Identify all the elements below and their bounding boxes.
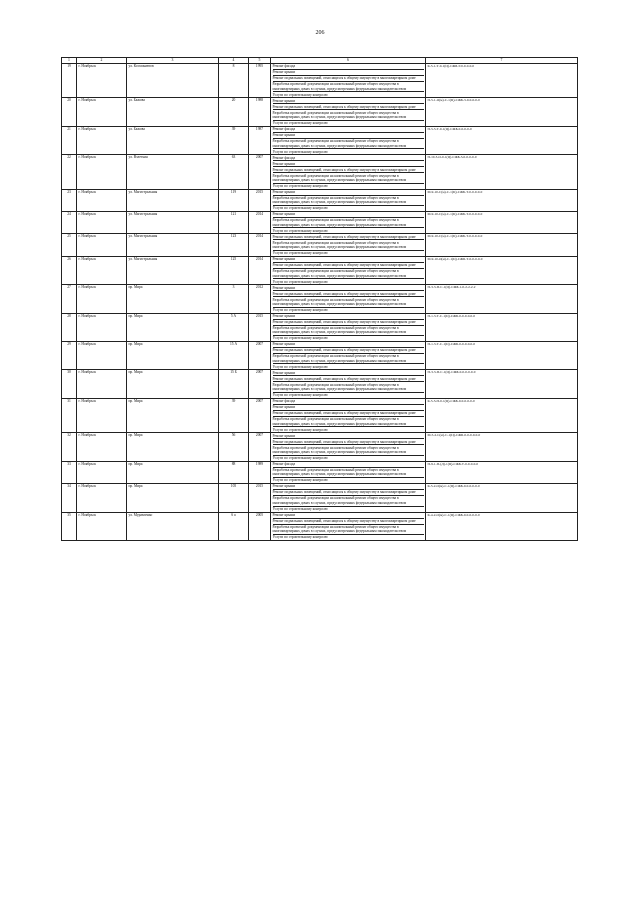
register-table: [61, 57, 578, 541]
year-cell: 2014: [249, 212, 271, 234]
street-cell: пр. Мира: [127, 370, 219, 398]
work-item: Услуги по строительному контролю: [272, 393, 328, 398]
work-item: Разработка проектной документации на капитальный ремонт общего имущества в многоквартирных домах в случаях, предусмотренных федеральным законодательством: [273, 196, 424, 206]
cipher-cell: П-5-5-Т-0-1(Ц)-СЖБ-0-0-0-0-0: [426, 126, 578, 154]
work-item: Разработка проектной документации на капитальный ремонт общего имущества в многоквартирных домах в случаях, предусмотренных федеральным законодательством: [273, 382, 424, 392]
works-cell: [271, 256, 426, 284]
cipher-cell: К-5-1-Т-0-1(Ц)-СЖБ-5/0-0-0-0-0: [426, 64, 578, 98]
work-item: Разработка проектной документации на капитальный ремонт общего имущества в многоквартирных домах в случаях, предусмотренных федеральным законодательством: [273, 218, 424, 228]
city-cell: г. Ноябрьск: [77, 484, 127, 512]
works-cell: [271, 285, 426, 313]
works-cell: [271, 234, 426, 256]
work-item: Разработка проектной документации на капитальный ремонт общего имущества в многоквартирных домах в случаях, предусмотренных федеральным законодательством: [273, 354, 424, 364]
street-cell: ул. Бажова: [127, 126, 219, 154]
work-item: Ремонт крыши: [273, 190, 424, 196]
table-body: [62, 64, 578, 541]
cipher-cell: П-1-3-Т-С-1(Ц)-СЖБ-0-0-0-0-0-0: [426, 342, 578, 370]
cipher-cell: М-5-2-С(м)-С-1(Ц)-СЖБ-0-0-0-0-0-0: [426, 433, 578, 461]
house-cell: 20: [219, 98, 249, 126]
work-item: Ремонт крыши: [273, 370, 424, 376]
city-cell: г. Ноябрьск: [77, 256, 127, 284]
house-cell: 63: [219, 155, 249, 189]
work-item: Услуги по строительному контролю: [272, 535, 328, 540]
street-cell: ул. Магистральная: [127, 234, 219, 256]
cipher-cell: П-9-1-П-(Д)-1(Ц)-СЖБ-Т-0-0-0-0-0: [426, 461, 578, 483]
house-cell: 125: [219, 256, 249, 284]
work-item: Разработка проектной документации на капитальный ремонт общего имущества в многоквартирных домах в случаях, предусмотренных федеральным законодательством: [273, 468, 424, 478]
page-number: 206: [315, 30, 325, 36]
city-cell: г. Ноябрьск: [77, 461, 127, 483]
row-number: 28: [62, 313, 77, 341]
work-item: Услуги по строительному контролю: [272, 228, 328, 233]
street-cell: ул. Космонавтов: [127, 64, 219, 98]
work-item: Услуги по строительному контролю: [272, 455, 328, 460]
table-row: [62, 313, 578, 341]
works-cell: [271, 512, 426, 540]
house-cell: 119: [219, 189, 249, 211]
row-number: 23: [62, 189, 77, 211]
city-cell: г. Ноябрьск: [77, 189, 127, 211]
work-item: Ремонт крыши: [273, 133, 424, 139]
cipher-cell: К-5-3-П-0-1(Ц)-СЖБ-0-0-0-0-0-0: [426, 398, 578, 432]
city-cell: г. Ноябрьск: [77, 398, 127, 432]
work-item: Ремонт фасада: [273, 399, 424, 405]
house-cell: 39: [219, 126, 249, 154]
cipher-cell: М-9-10-О(м)-С-1(Ц)-СЖБ-Т-0-0-0-0-0: [426, 256, 578, 284]
work-item: Ремонт подвальных помещений, относящихся к общему имуществу в многоквартирном доме: [273, 376, 424, 382]
year-cell: 2007: [249, 398, 271, 432]
year-cell: 1988: [249, 98, 271, 126]
house-cell: 121: [219, 212, 249, 234]
row-number: 21: [62, 126, 77, 154]
table-row: [62, 234, 578, 256]
city-cell: г. Ноябрьск: [77, 98, 127, 126]
work-item: Услуги по строительному контролю: [272, 307, 328, 312]
year-cell: 2007: [249, 370, 271, 398]
house-cell: 56: [219, 433, 249, 461]
street-cell: пр. Мира: [127, 398, 219, 432]
year-cell: 1987: [249, 126, 271, 154]
work-item: Разработка проектной документации на капитальный ремонт общего имущества в многоквартирных домах в случаях, предусмотренных федеральным законодательством: [273, 82, 424, 92]
house-cell: 15 А: [219, 342, 249, 370]
work-item: Ремонт подвальных помещений, относящихся к общему имуществу в многоквартирном доме: [273, 291, 424, 297]
column-header: 1: [62, 58, 77, 64]
work-item: Разработка проектной документации на капитальный ремонт общего имущества в многоквартирных домах в случаях, предусмотренных федеральным законодательством: [273, 496, 424, 506]
table-row: [62, 212, 578, 234]
work-item: Услуги по строительному контролю: [272, 206, 328, 211]
work-item: Услуги по строительному контролю: [272, 427, 328, 432]
year-cell: 2007: [249, 433, 271, 461]
row-number: 33: [62, 461, 77, 483]
work-item: Ремонт фасада: [273, 127, 424, 133]
house-cell: 5 А: [219, 313, 249, 341]
table-row: [62, 461, 578, 483]
works-cell: [271, 484, 426, 512]
work-item: Услуги по строительному контролю: [272, 336, 328, 341]
city-cell: г. Ноябрьск: [77, 155, 127, 189]
year-cell: 2014: [249, 234, 271, 256]
works-cell: [271, 64, 426, 98]
works-cell: [271, 313, 426, 341]
work-item: Разработка проектной документации на капитальный ремонт общего имущества в многоквартирных домах в случаях, предусмотренных федеральным законодательством: [273, 240, 424, 250]
table-row: [62, 155, 578, 189]
street-cell: пр. Мира: [127, 285, 219, 313]
city-cell: г. Ноябрьск: [77, 512, 127, 540]
works-cell: [271, 342, 426, 370]
year-cell: 1995: [249, 64, 271, 98]
work-item: Ремонт крыши: [273, 98, 424, 104]
column-header: 5: [249, 58, 271, 64]
row-number: 27: [62, 285, 77, 313]
work-item: Разработка проектной документации на капитальный ремонт общего имущества в многоквартирных домах в случаях, предусмотренных федеральным законодательством: [273, 445, 424, 455]
work-item: Ремонт крыши: [273, 285, 424, 291]
works-cell: [271, 370, 426, 398]
street-cell: ул. Магистральная: [127, 256, 219, 284]
work-item: Ремонт крыши: [273, 314, 424, 320]
work-item: Услуги по строительному контролю: [272, 183, 328, 188]
work-item: Ремонт подвальных помещений, относящихся к общему имуществу в многоквартирном доме: [273, 234, 424, 240]
year-cell: 2014: [249, 256, 271, 284]
street-cell: ул. Магистральная: [127, 212, 219, 234]
year-cell: 2015: [249, 484, 271, 512]
cipher-cell: П-10-3-О-0-1(Ц)-СЖБ-3-0-0-0-0-0: [426, 155, 578, 189]
street-cell: пр. Мира: [127, 433, 219, 461]
row-number: 29: [62, 342, 77, 370]
year-cell: 2012: [249, 285, 271, 313]
cipher-cell: М-9-10-С(м)-С-1(Ц)-СЖБ-Т-0-0-0-0-0: [426, 234, 578, 256]
street-cell: ул. Бажова: [127, 98, 219, 126]
year-cell: 2007: [249, 342, 271, 370]
work-item: Услуги по строительному контролю: [272, 506, 328, 511]
row-number: 22: [62, 155, 77, 189]
table-row: [62, 512, 578, 540]
work-item: Ремонт подвальных помещений, относящихся к общему имуществу в многоквартирном доме: [273, 490, 424, 496]
work-item: Ремонт подвальных помещений, относящихся к общему имуществу в многоквартирном доме: [273, 439, 424, 445]
house-cell: 39: [219, 398, 249, 432]
works-cell: [271, 212, 426, 234]
works-cell: [271, 398, 426, 432]
works-cell: [271, 98, 426, 126]
works-cell: [271, 189, 426, 211]
work-item: Разработка проектной документации на капитальный ремонт общего имущества в многоквартирных домах в случаях, предусмотренных федеральным законодательством: [273, 525, 424, 535]
city-cell: г. Ноябрьск: [77, 433, 127, 461]
table-row: [62, 126, 578, 154]
work-item: Ремонт подвальных помещений, относящихся к общему имуществу в многоквартирном доме: [273, 411, 424, 417]
city-cell: г. Ноябрьск: [77, 126, 127, 154]
work-item: Ремонт подвальных помещений, относящихся к общему имуществу в многоквартирном доме: [273, 167, 424, 173]
city-cell: г. Ноябрьск: [77, 342, 127, 370]
row-number: 30: [62, 370, 77, 398]
work-item: Ремонт фасада: [273, 64, 424, 70]
table-row: [62, 398, 578, 432]
work-item: Ремонт крыши: [273, 342, 424, 348]
work-item: Разработка проектной документации на капитальный ремонт общего имущества в многоквартирных домах в случаях, предусмотренных федеральным законодательством: [273, 326, 424, 336]
row-number: 31: [62, 398, 77, 432]
work-item: Разработка проектной документации на капитальный ремонт общего имущества в многоквартирных домах в случаях, предусмотренных федеральным законодательством: [273, 173, 424, 183]
street-cell: ул. Магистральная: [127, 189, 219, 211]
table-row: [62, 370, 578, 398]
row-number: 19: [62, 64, 77, 98]
street-cell: пр. Мира: [127, 342, 219, 370]
work-item: Услуги по строительному контролю: [272, 121, 328, 126]
works-cell: [271, 155, 426, 189]
work-item: Разработка проектной документации на капитальный ремонт общего имущества в многоквартирных домах в случаях, предусмотренных федеральным законодательством: [273, 139, 424, 149]
work-item: Ремонт фасада: [273, 462, 424, 468]
table-row: [62, 342, 578, 370]
table-row: [62, 189, 578, 211]
house-cell: 8: [219, 64, 249, 98]
city-cell: г. Ноябрьск: [77, 212, 127, 234]
year-cell: 2015: [249, 189, 271, 211]
work-item: Ремонт фасада: [273, 155, 424, 161]
work-item: Ремонт подвальных помещений, относящихся к общему имуществу в многоквартирном доме: [273, 104, 424, 110]
column-header: 6: [271, 58, 426, 64]
house-cell: 3: [219, 285, 249, 313]
works-cell: [271, 126, 426, 154]
work-item: Разработка проектной документации на капитальный ремонт общего имущества в многоквартирных домах в случаях, предусмотренных федеральным законодательством: [273, 110, 424, 120]
street-cell: ул. Муравленко: [127, 512, 219, 540]
street-cell: пр. Мира: [127, 461, 219, 483]
work-item: Услуги по строительному контролю: [272, 251, 328, 256]
work-item: Ремонт подвальных помещений, относящихся к общему имуществу в многоквартирном доме: [273, 76, 424, 82]
work-item: Ремонт крыши: [273, 484, 424, 490]
work-item: Разработка проектной документации на капитальный ремонт общего имущества в многоквартирных домах в случаях, предусмотренных федеральным законодательством: [273, 269, 424, 279]
house-cell: 105: [219, 484, 249, 512]
work-item: Ремонт крыши: [273, 212, 424, 218]
city-cell: г. Ноябрьск: [77, 370, 127, 398]
work-item: Ремонт подвальных помещений, относящихся к общему имуществу в многоквартирном доме: [273, 263, 424, 269]
table-row: [62, 285, 578, 313]
column-header: 4: [219, 58, 249, 64]
cipher-cell: М-9-10-С(м)-С-1(Ц)-СЖБ-Т-0-0-0-0-0: [426, 189, 578, 211]
work-item: Услуги по строительному контролю: [272, 149, 328, 154]
cipher-cell: П-5-1-О(м)-С-1(Ц)-СЖБ-3-0-0-0-0-0: [426, 98, 578, 126]
work-item: Услуги по строительному контролю: [272, 364, 328, 369]
table-row: [62, 64, 578, 98]
city-cell: г. Ноябрьск: [77, 285, 127, 313]
city-cell: г. Ноябрьск: [77, 234, 127, 256]
year-cell: 2007: [249, 155, 271, 189]
works-cell: [271, 461, 426, 483]
row-number: 35: [62, 512, 77, 540]
row-number: 25: [62, 234, 77, 256]
work-item: Ремонт крыши: [273, 433, 424, 439]
table-row: [62, 433, 578, 461]
work-item: Ремонт крыши: [273, 257, 424, 263]
column-header: 3: [127, 58, 219, 64]
work-item: Ремонт крыши: [273, 70, 424, 76]
street-cell: ул. Взлетная: [127, 155, 219, 189]
row-number: 26: [62, 256, 77, 284]
street-cell: пр. Мира: [127, 484, 219, 512]
work-item: Ремонт подвальных помещений, относящихся к общему имуществу в многоквартирном доме: [273, 320, 424, 326]
work-item: Ремонт крыши: [273, 513, 424, 519]
work-item: Услуги по строительному контролю: [272, 478, 328, 483]
house-cell: 6 а: [219, 512, 249, 540]
work-item: Ремонт крыши: [273, 405, 424, 411]
work-item: Услуги по строительному контролю: [272, 279, 328, 284]
work-item: Ремонт подвальных помещений, относящихся к общему имуществу в многоквартирном доме: [273, 519, 424, 525]
work-item: Разработка проектной документации на капитальный ремонт общего имущества в многоквартирных домах в случаях, предусмотренных федеральным законодательством: [273, 297, 424, 307]
street-cell: пр. Мира: [127, 313, 219, 341]
city-cell: г. Ноябрьск: [77, 64, 127, 98]
work-item: Услуги по строительному контролю: [272, 92, 328, 97]
work-item: Ремонт крыши: [273, 161, 424, 167]
year-cell: 1989: [249, 461, 271, 483]
column-header: 7: [426, 58, 578, 64]
column-header: 2: [77, 58, 127, 64]
cipher-cell: П-1-3-Т-С-1(Ц)-СЖБ-0-0-0-0-0-0: [426, 313, 578, 341]
table-row: [62, 484, 578, 512]
row-number: 32: [62, 433, 77, 461]
works-cell: [271, 433, 426, 461]
work-item: Разработка проектной документации на капитальный ремонт общего имущества в многоквартирных домах в случаях, предусмотренных федеральным законодательством: [273, 417, 424, 427]
year-cell: 2015: [249, 313, 271, 341]
city-cell: г. Ноябрьск: [77, 313, 127, 341]
work-item: Ремонт подвальных помещений, относящихся к общему имуществу в многоквартирном доме: [273, 348, 424, 354]
table-row: [62, 98, 578, 126]
cipher-cell: П-3-3-П-С-1(Ц)-СЖБ-1-0-2-2-2-2: [426, 285, 578, 313]
cipher-cell: М-9-10-С(м)-С-1(Ц)-СЖБ-Т-0-0-0-0-0: [426, 212, 578, 234]
house-cell: 15 Б: [219, 370, 249, 398]
house-cell: 123: [219, 234, 249, 256]
row-number: 24: [62, 212, 77, 234]
cipher-cell: К-5-2-О(м)-С-1(Ц)-СЖБ-0-0-0-0-0-0: [426, 484, 578, 512]
cipher-cell: П-3-3-П-С-1(Ц)-СЖБ-0-0-0-0-0-0: [426, 370, 578, 398]
year-cell: 2005: [249, 512, 271, 540]
house-cell: 88: [219, 461, 249, 483]
row-number: 34: [62, 484, 77, 512]
cipher-cell: К-4-2-О(м)-С-1(Ц)-СЖБ-0-0-0-0-0-0: [426, 512, 578, 540]
row-number: 20: [62, 98, 77, 126]
table-row: [62, 256, 578, 284]
